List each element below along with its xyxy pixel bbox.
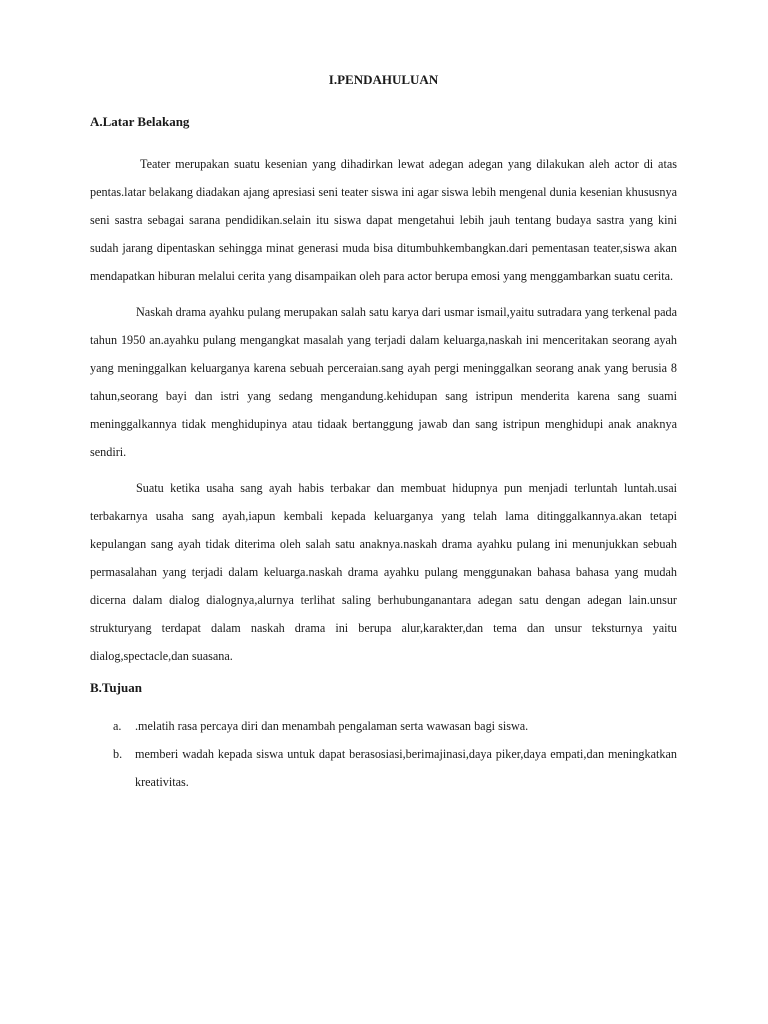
paragraph-2: Naskah drama ayahku pulang merupakan salah satu karya dari usmar ismail,yaitu sutradara yang terkenal pada tahun 1950 an.ayahku pulang mengangkat masalah yang terjadi dalam keluarga,naskah ini menceritakan seorang ayah yang meninggalkan keluarganya karena sebuah perceraian.sang ayah pergi meninggalkan seorang anak yang berusia 8 tahun,seorang bayi dan istri yang sedang mengandung.kehidupan sang istripun menderita karena sang suami meninggalkannya tidak menghidupinya atau tidaak bertanggung jawab dan sang istripun menghidupi anak anaknya sendiri. bbox=[90, 305, 677, 459]
list-marker: b. bbox=[113, 747, 123, 761]
list-item bbox=[90, 712, 677, 740]
goals-list bbox=[90, 712, 677, 796]
section-heading-latar-belakang: A.Latar Belakang bbox=[90, 114, 190, 129]
list-item bbox=[90, 740, 677, 796]
paragraph-1: Teater merupakan suatu kesenian yang dihadirkan lewat adegan adegan yang dilakukan aleh actor di atas pentas.latar belakang diadakan ajang apresiasi seni teater siswa ini agar siswa lebih mengenal dunia kesenian khususnya seni sastra sebagai sarana pendidikan.selain itu siswa dapat mengetahui lebih jauh tentang budaya sastra yang kini sudah jarang dipentaskan sehingga minat generasi muda bisa ditumbuhkembangkan.dari pementasan teater,siswa akan mendapatkan hiburan melalui cerita yang disampaikan oleh para actor berupa emosi yang menggambarkan suatu cerita. bbox=[90, 157, 677, 283]
list-item-text: memberi wadah kepada siswa untuk dapat berasosiasi,berimajinasi,daya piker,daya empati,dan meningkatkan kreativitas. bbox=[135, 747, 677, 789]
document-title: I.PENDAHULUAN bbox=[328, 72, 439, 87]
list-marker: a. bbox=[113, 719, 122, 733]
section-heading-tujuan: B.Tujuan bbox=[90, 680, 142, 695]
document-page bbox=[90, 70, 677, 796]
list-item-text: .melatih rasa percaya diri dan menambah pengalaman serta wawasan bagi siswa. bbox=[135, 719, 529, 733]
paragraph-3: Suatu ketika usaha sang ayah habis terbakar dan membuat hidupnya pun menjadi terluntah luntah.usai terbakarnya usaha sang ayah,iapun kembali kepada keluarganya yang telah lama ditinggalkannya.akan tetapi kepulangan sang ayah tidak diterima oleh salah satu anaknya.naskah drama ayahku pulang ini menunjukkan sebuah permasalahan yang terjadi dalam keluarga.naskah drama ayahku pulang menggunakan bahasa bahasa yang mudah dicerna dalam dialog dialognya,alurnya terlihat saling berhubunganantara adegan satu dengan adegan lain.unsur strukturyang terdapat dalam naskah drama ini berupa alur,karakter,dan tema dan unsur teksturnya yaitu dialog,spectacle,dan suasana. bbox=[90, 481, 677, 663]
